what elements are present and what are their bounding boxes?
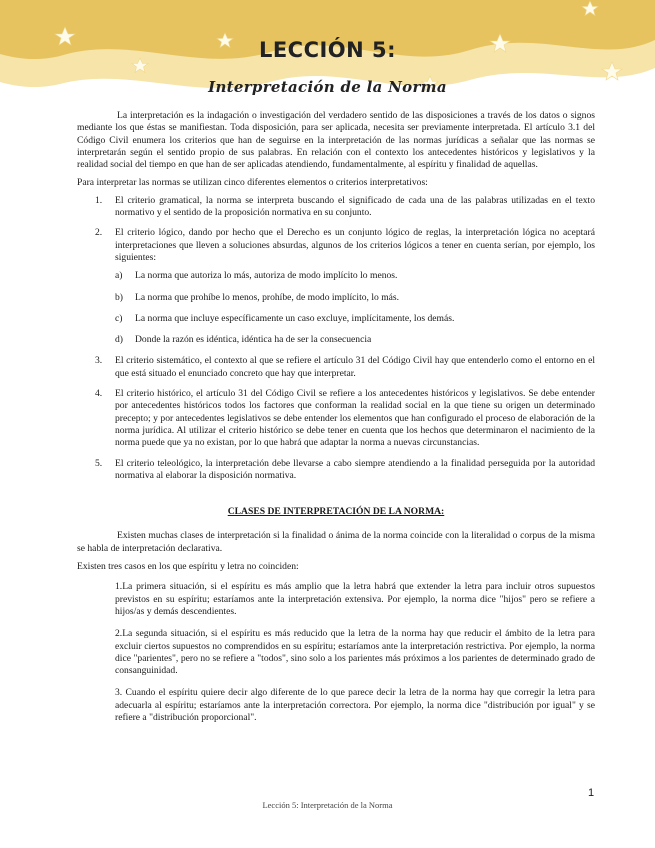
criterion-item [77, 195, 595, 220]
criterion-item [77, 227, 595, 346]
intro-paragraph: La interpretación es la indagación o investigación del verdadero sentido de las disposiciones a través de los datos o signos mediante los que éstas se manifiestan. Toda disposición, para ser aplicada, necesita ser previamente interpretada. El artículo 3.1 del Código Civil enumera los criterios que han de seguirse en la interpretación de las normas jurídicas a señalar que las normas se interpretarán según el sentido propio de sus palabras. En relación con el contexto los antecedentes históricos y legislativos y la realidad social del tiempo en que han de ser aplicadas atendiendo, fundamentalmente, al espíritu y finalidad de aquellas. [77, 110, 595, 171]
logical-criterion-text: Donde la razón es idéntica, idéntica ha de ser la consecuencia [135, 334, 372, 346]
page-footer: Lección 5: Interpretación de la Norma [262, 800, 393, 810]
logical-criteria-list [115, 270, 595, 346]
logical-criterion-item [115, 334, 595, 346]
criterion-number: 5. [95, 457, 103, 469]
criterion-text: El criterio gramatical, la norma se interpreta buscando el significado de cada una de las palabras utilizadas en el texto normativo y el sentido de la proposición normativa en su conjunto. [115, 194, 595, 219]
criterion-item [77, 355, 595, 380]
criterion-number: 3. [95, 355, 103, 367]
logical-criterion-letter: c) [115, 312, 123, 324]
logical-criterion-letter: a) [115, 270, 123, 282]
logical-criterion-letter: b) [115, 291, 123, 303]
cases-intro: Existen tres casos en los que espíritu y letra no coinciden: [77, 561, 299, 573]
criterion-text: El criterio teleológico, la interpretación debe llevarse a cabo siempre atendiendo a la finalidad perseguida por la autoridad normativa al elaborar la disposición normativa. [115, 457, 595, 481]
page-number: 1 [588, 787, 595, 799]
criteria-list [77, 195, 595, 482]
logical-criterion-item [115, 313, 595, 325]
case-paragraph: 3. Cuando el espíritu quiere decir algo diferente de lo que parece decir la letra de la norma hay que corregir la letra para adecuarla al espíritu; estaríamos ante la interpretación correctora. Por ejemplo, la norma dice "distribución por igual" y se refiere a "distribución proporcional". [115, 687, 595, 723]
criterion-text: El criterio sistemático, el contexto al que se refiere el artículo 31 del Código Civil hay que entenderlo como el entorno en el que está situado el enunciado concreto que hay que interpretar. [115, 355, 595, 379]
criterion-number: 4. [95, 388, 103, 400]
logical-criterion-text: La norma que autoriza lo más, autoriza de modo implícito lo menos. [135, 270, 398, 282]
page-subtitle: Interpretación de la Norma [208, 78, 447, 96]
case-paragraph: 2.La segunda situación, si el espíritu es más reducido que la letra de la norma hay que reducir el ámbito de la letra para excluir ciertos supuestos no comprendidos en su espíritu; estaríamos ante la interpretación restrictiva. Por ejemplo, la norma dice "parientes", pero no se refiere a "todos", sino solo a los parientes más próximos a los parientes de determinado grado de consanguinidad. [115, 628, 595, 677]
criterion-text: El criterio lógico, dando por hecho que el Derecho es un conjunto lógico de reglas, la interpretación lógica no aceptará interpretaciones que lleven a soluciones absurdas, algunos de los criterios lógicos a tener en cuenta serían, por ejemplo, los siguientes: [115, 227, 595, 263]
criterion-number: 2. [95, 227, 103, 239]
criterion-text: El criterio histórico, el artículo 31 del Código Civil se refiere a los antecedentes históricos y legislativos. Se debe entender por antecedentes históricos todos los factores que conforman la realidad social en la que tiene su origen un determinado precepto; y por antecedentes legislativos se debe entender los elementos que han configurado el proceso de elaboración de la norma jurídica. Al utilizar el criterio histórico se debe tener en cuenta que los hechos que determinaron el nacimiento de la norma puede que ya no existan, por lo que habrá que adaptar la norma a nuevas circunstancias. [115, 388, 595, 449]
cases-list [77, 581, 595, 724]
criterion-item [77, 388, 595, 449]
case-paragraph: 1.La primera situación, si el espíritu es más amplio que la letra habrá que extender la letra para incluir otros supuestos previstos en su espíritu; estaríamos ante la interpretación extensiva. Por ejemplo, la norma dice "hijos" pero se refiere a hijos/as y demás descendientes. [115, 581, 595, 617]
logical-criterion-letter: d) [115, 334, 123, 346]
section-heading: CLASES DE INTERPRETACIÓN DE LA NORMA: [227, 506, 445, 518]
criteria-intro: Para interpretar las normas se utilizan cinco diferentes elementos o criterios interpretativos: [77, 177, 428, 189]
logical-criterion-item [115, 292, 595, 304]
classes-intro-paragraph: Existen muchas clases de interpretación si la finalidad o ánima de la norma coincide con la literalidad o corpus de la misma se habla de interpretación declarativa. [77, 530, 595, 554]
logical-criterion-text: La norma que prohíbe lo menos, prohíbe, de modo implícito, lo más. [135, 291, 400, 303]
logical-criterion-text: La norma que incluye específicamente un caso excluye, implícitamente, los demás. [135, 312, 455, 324]
document-body [77, 110, 595, 734]
criterion-item [77, 458, 595, 483]
criterion-number: 1. [95, 194, 103, 206]
page-title: LECCIÓN 5: [258, 38, 397, 62]
logical-criterion-item [115, 270, 595, 282]
